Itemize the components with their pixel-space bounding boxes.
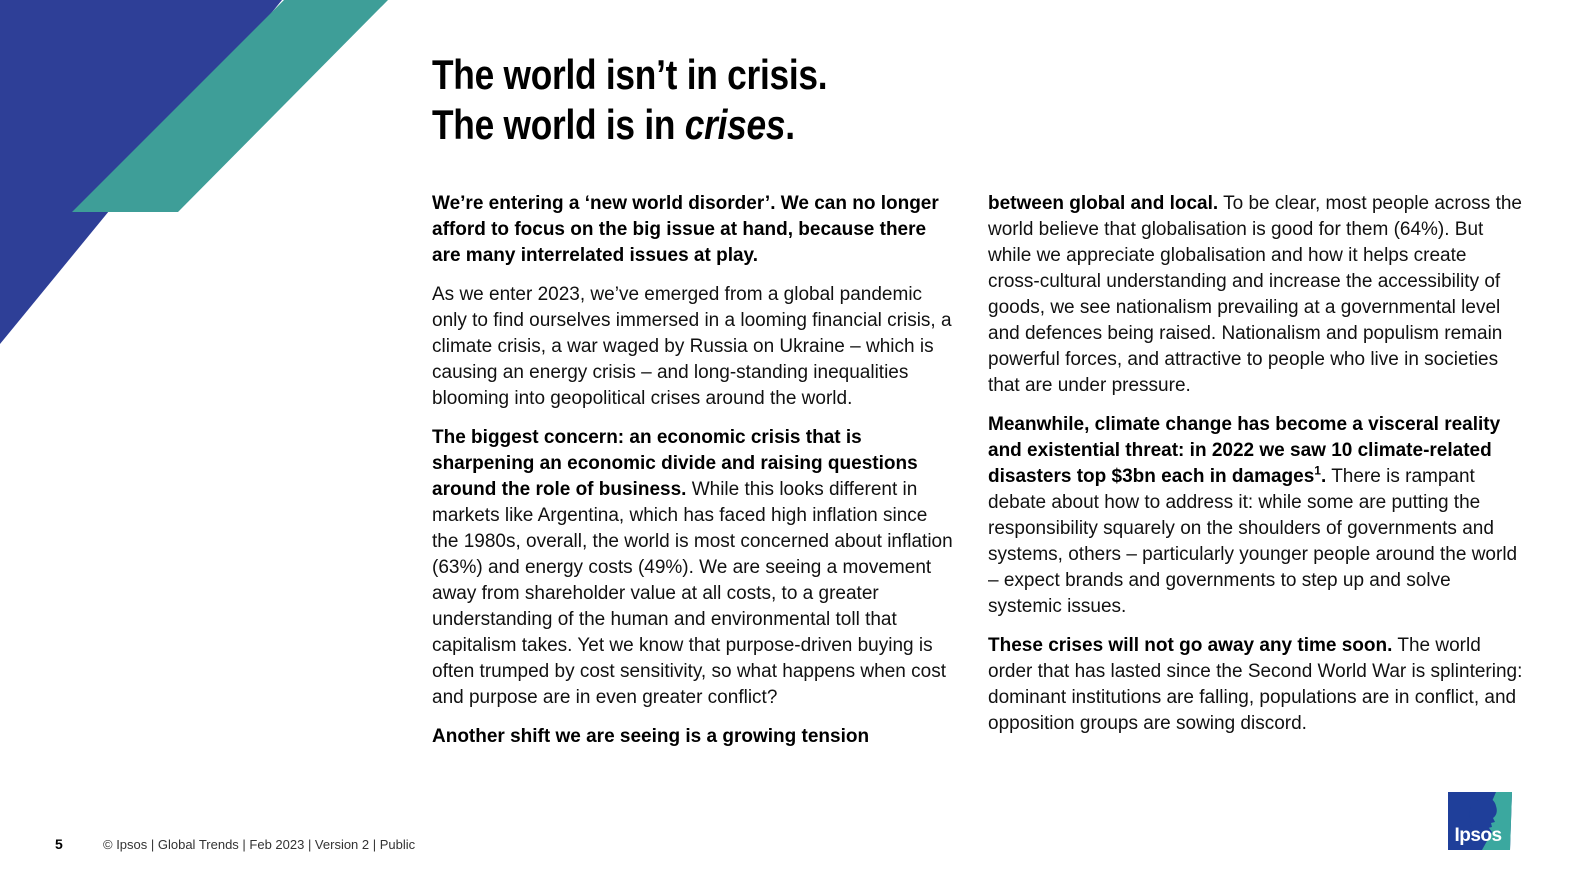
intro-paragraph [432, 191, 957, 269]
title-line-2-prefix: The world is in [432, 101, 685, 148]
globalisation-heading-end: between global and local. [988, 193, 1219, 214]
footer-text: © Ipsos | Global Trends | Feb 2023 | Version 2 | Public [103, 837, 416, 852]
page-footer [55, 836, 415, 852]
tension-heading-start: Another shift we are seeing is a growing tension [432, 726, 870, 747]
context-paragraph: As we enter 2023, we’ve emerged from a global pandemic only to find ourselves immersed in a looming financial crisis, a climate crisis, a war waged by Russia on Ukraine – which is causing an energy crisis – and long-standing inequalities blooming into geopolitical crises around the world. [432, 284, 952, 409]
crises-paragraph [988, 633, 1523, 737]
economic-concern-heading: The biggest concern: an economic crisis that is sharpening an economic divide and raising questions around the role of business. [432, 427, 918, 500]
title-line-2 [432, 100, 827, 150]
title-emphasis: crises [684, 101, 786, 148]
climate-heading-period: . [1320, 466, 1327, 487]
crises-text: The world order that has lasted since the Second World War is splintering: dominant institutions are falling, populations are in conflict, and opposition groups are sowing discord. [988, 635, 1523, 734]
logo-wordmark: Ipsos [1454, 825, 1502, 846]
left-text-column [432, 191, 957, 763]
page-title [432, 50, 827, 150]
climate-heading-text: Meanwhile, climate change has become a visceral reality and existential threat: in 2022 we saw 10 climate-related disasters top $3bn each in damages [988, 414, 1501, 487]
ipsos-logo [1446, 792, 1514, 852]
footnote-marker: 1 [1314, 463, 1321, 478]
climate-text: There is rampant debate about how to address it: while some are putting the responsibility squarely on the shoulders of governments and systems, others – particularly younger people around the world – expect brands and governments to step up and solve systemic issues. [988, 466, 1518, 617]
climate-paragraph [988, 412, 1523, 620]
economic-concern-paragraph [432, 425, 957, 711]
title-line-2-suffix: . [785, 101, 795, 148]
globalisation-paragraph [988, 191, 1523, 399]
tension-paragraph-start [432, 724, 957, 750]
crises-heading: These crises will not go away any time soon. [988, 635, 1393, 656]
globalisation-text: To be clear, most people across the world believe that globalisation is good for them (64%). But while we appreciate globalisation and how it helps create cross-cultural understanding and increase the accessibility of goods, we see nationalism prevailing at a governmental level and defences being raised. Nationalism and populism remain powerful forces, and attractive to people who live in societies that are under pressure. [988, 193, 1522, 396]
corner-decoration-shape [0, 0, 400, 360]
title-line-1: The world isn’t in crisis. [432, 51, 828, 98]
intro-bold-text: We’re entering a ‘new world disorder’. We can no longer afford to focus on the big issue at hand, because there are many interrelated issues at play. [432, 193, 939, 266]
page-number: 5 [55, 836, 63, 852]
right-text-column [988, 191, 1523, 750]
economic-concern-text: While this looks different in markets like Argentina, which has faced high inflation since the 1980s, overall, the world is most concerned about inflation (63%) and energy costs (49%). We are seeing a movement away from shareholder value at all costs, to a greater understanding of the human and environmental toll that capitalism takes. Yet we know that purpose-driven buying is often trumped by cost sensitivity, so what happens when cost and purpose are in even greater conflict? [432, 479, 953, 708]
